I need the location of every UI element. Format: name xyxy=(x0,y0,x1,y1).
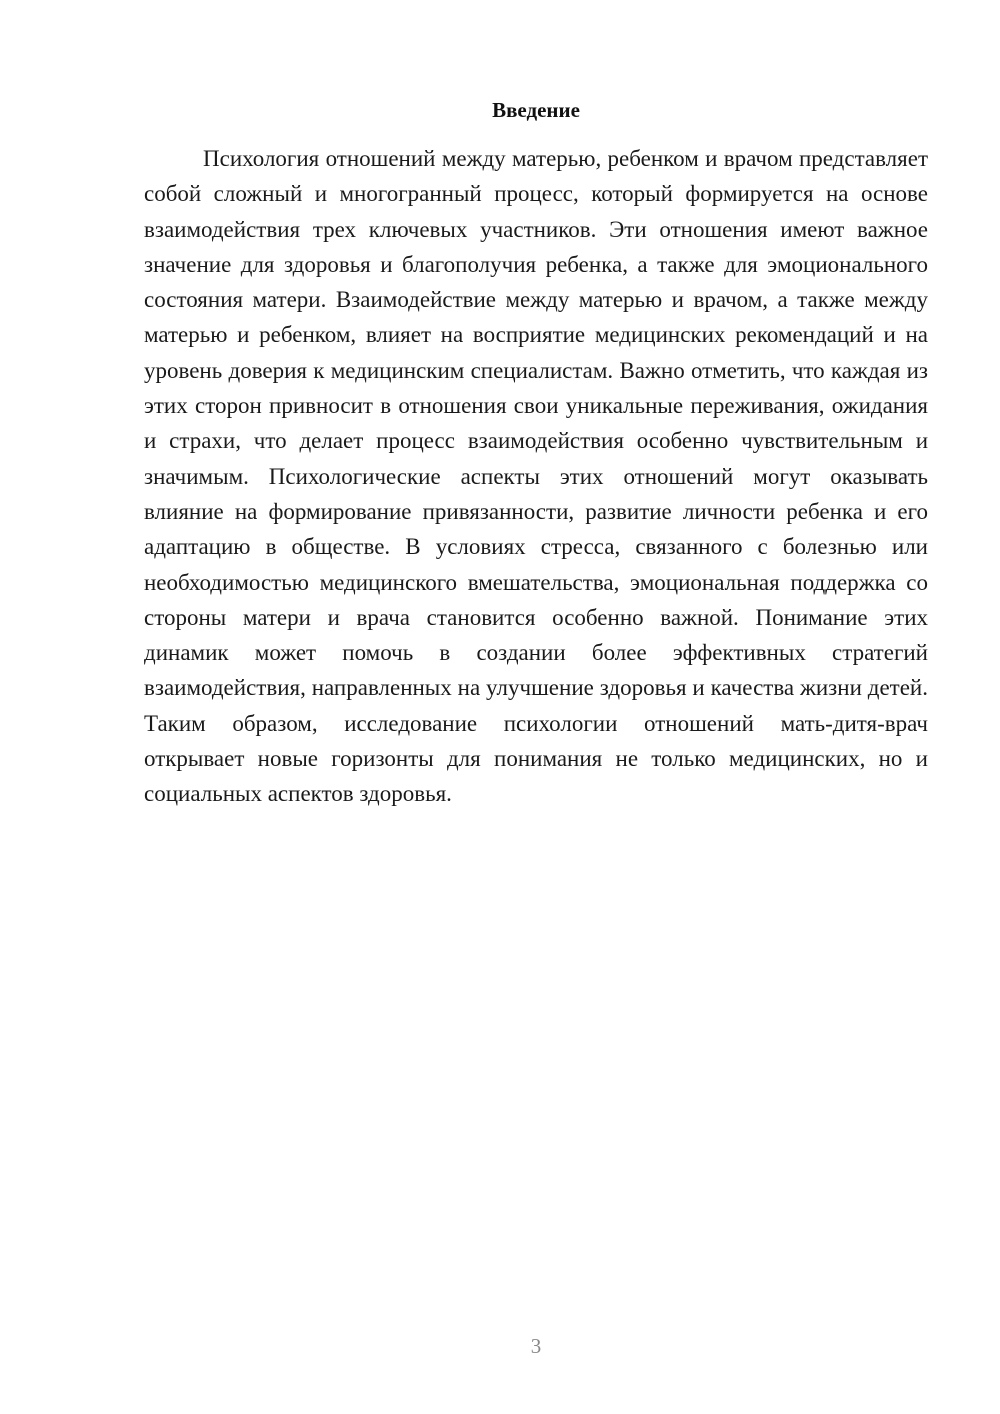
section-heading: Введение xyxy=(492,98,580,122)
body-paragraph: Психология отношений между матерью, ребенком и врачом представляет собой сложный и многогранный процесс, который формируется на основе взаимодействия трех ключевых участников. Эти отношения имеют важное значение для здоровья и благополучия ребенка, а также для эмоционального состояния матери. Взаимодействие между матерью и врачом, а также между матерью и ребенком, влияет на восприятие медицинских рекомендаций и на уровень доверия к медицинским специалистам. Важно отметить, что каждая из этих сторон привносит в отношения свои уникальные переживания, ожидания и страхи, что делает процесс взаимодействия особенно чувствительным и значимым. Психологические аспекты этих отношений могут оказывать влияние на формирование привязанности, развитие личности ребенка и его адаптацию в обществе. В условиях стресса, связанного с болезнью или необходимостью медицинского вмешательства, эмоциональная поддержка со стороны матери и врача становится особенно важной. Понимание этих динамик может помочь в создании более эффективных стратегий взаимодействия, направленных на улучшение здоровья и качества жизни детей. Таким образом, исследование психологии отношений мать-дитя-врач открывает новые горизонты для понимания не только медицинских, но и социальных аспектов здоровья. xyxy=(144,146,928,807)
page-number: 3 xyxy=(530,1334,542,1358)
